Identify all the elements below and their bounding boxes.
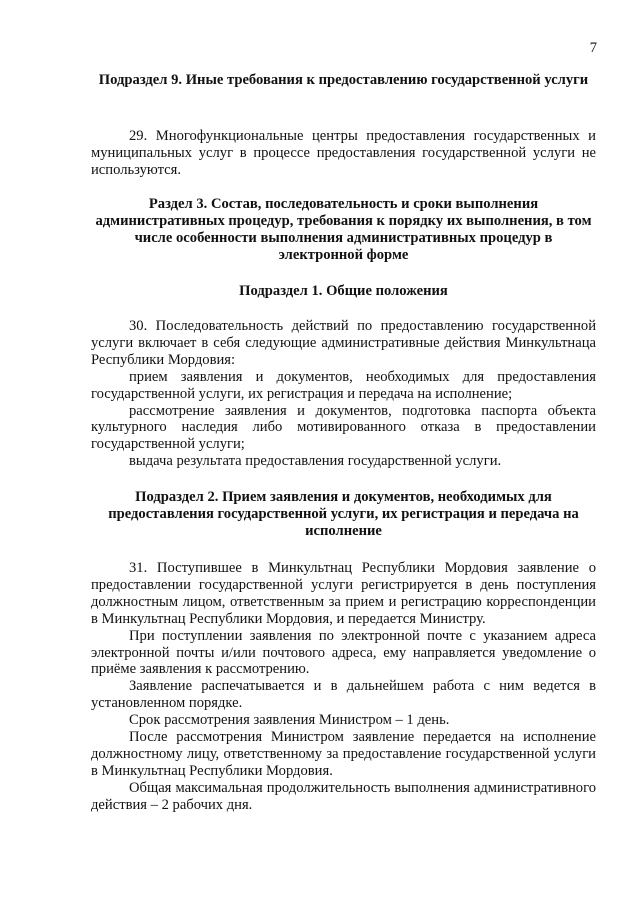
subsection-1-body <box>91 318 596 470</box>
paragraph-29: 29. Многофункциональные центры предоставления государственных и муниципальных услуг в процессе предоставления государственной услуги не используются. <box>91 128 596 178</box>
subsection-9-body <box>91 128 596 179</box>
subsection-9-heading: Подраздел 9. Иные требования к предоставлению государственной услуги <box>98 72 589 88</box>
action-item: рассмотрение заявления и документов, подготовка паспорта объекта культурного наследия либо мотивированного отказа в предоставлении государственной услуги; <box>91 402 596 453</box>
paragraph-30: 30. Последовательность действий по предоставлению государственной услуги включает в себя следующие административные действия Минкультнаца Республики Мордовия: <box>91 318 596 368</box>
section-3-heading: Раздел 3. Состав, последовательность и сроки выполнения административных процедур, требования к порядку их выполнения, в том числе особенности выполнения административных процедур в электронной форме <box>95 196 592 263</box>
action-item: прием заявления и документов, необходимых для предоставления государственной услуги, их регистрация и передача на исполнение; <box>91 368 596 402</box>
subsection-1-heading: Подраздел 1. Общие положения <box>239 283 448 299</box>
paragraph-31: 31. Поступившее в Минкультнац Республики Мордовия заявление о предоставлении государственной услуги регистрируется в день поступления должностным лицом, ответственным за прием и регистрацию корреспонденции в Минкультнац Республики Мордовия, и передается Министру. <box>91 560 596 627</box>
action-item: выдача результата предоставления государственной услуги. <box>129 453 502 470</box>
subsection-2-heading: Подраздел 2. Прием заявления и документов, необходимых для предоставления государственной услуги, их регистрация и передача на исполнение <box>108 489 579 539</box>
paragraph-print: Заявление распечатывается и в дальнейшем работа с ним ведется в установленном порядке. <box>91 678 596 712</box>
subsection-2-body <box>91 560 596 814</box>
paragraph-total-duration: Общая максимальная продолжительность выполнения административного действия – 2 рабочих дня. <box>91 779 596 813</box>
paragraph-after-review: После рассмотрения Министром заявление передается на исполнение должностному лицу, ответственному за предоставление государственной услуги в Минкультнац Республики Мордовия. <box>91 729 596 779</box>
page-number: 7 <box>589 40 597 56</box>
paragraph-term: Срок рассмотрения заявления Министром – 1 день. <box>129 712 450 729</box>
paragraph-email: При поступлении заявления по электронной почте с указанием адреса электронной почты и/или почтового адреса, ему направляется уведомление о приёме заявления к рассмотрению. <box>91 627 596 678</box>
